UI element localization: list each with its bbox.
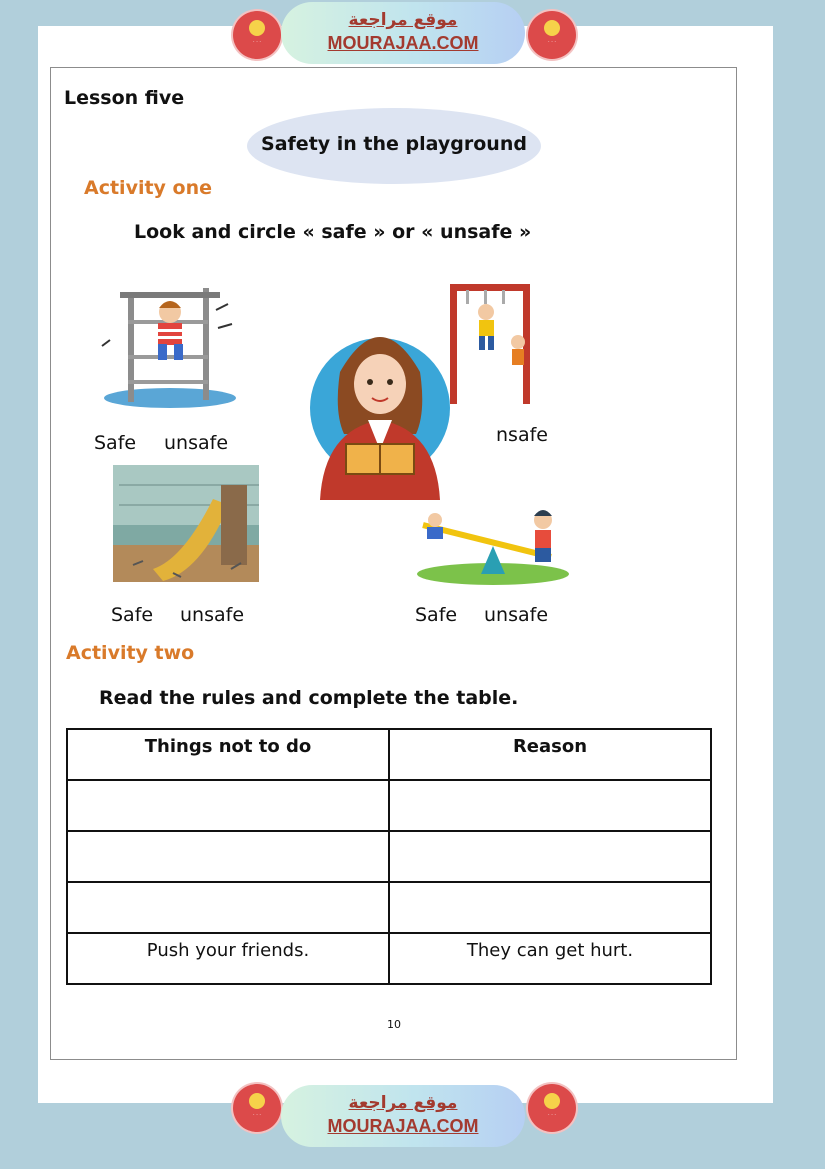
kids-on-seesaw-picture	[415, 502, 570, 586]
rule-cell[interactable]	[67, 780, 389, 831]
rule-cell[interactable]	[67, 882, 389, 933]
logo-emblem-icon	[249, 20, 265, 36]
column-header-reason: Reason	[389, 729, 711, 780]
picture-3-unsafe-option[interactable]: unsafe	[180, 604, 245, 626]
kids-hanging-monkey-bars-picture	[446, 280, 536, 410]
site-arabic-name[interactable]: موقع مراجعة	[348, 10, 458, 30]
picture-1-safe-option[interactable]: Safe	[94, 432, 137, 454]
picture-4-safe-option[interactable]: Safe	[415, 604, 458, 626]
logo-small-text: · · ·	[548, 39, 556, 45]
site-logo-icon[interactable]	[528, 11, 576, 59]
logo-emblem-icon	[544, 20, 560, 36]
logo-emblem-icon	[544, 1093, 560, 1109]
table-row	[67, 933, 711, 984]
broken-slide-picture	[113, 465, 259, 582]
site-logo-icon[interactable]	[233, 1084, 281, 1132]
site-banner-bottom[interactable]	[281, 1085, 525, 1147]
reason-cell[interactable]	[389, 780, 711, 831]
table-row	[67, 882, 711, 933]
site-logo-icon[interactable]	[528, 1084, 576, 1132]
activity-one-instruction: Look and circle « safe » or « unsafe »	[134, 221, 532, 243]
rule-cell: Push your friends.	[67, 933, 389, 984]
logo-small-text: · · ·	[253, 1112, 261, 1118]
site-domain-link[interactable]: MOURAJAA.COM	[327, 33, 479, 53]
site-logo-icon[interactable]	[233, 11, 281, 59]
column-header-things-not-to-do: Things not to do	[67, 729, 389, 780]
picture-4-unsafe-option[interactable]: unsafe	[484, 604, 549, 626]
site-arabic-name[interactable]: موقع مراجعة	[348, 1093, 458, 1113]
activity-one-heading: Activity one	[84, 177, 213, 199]
reason-cell[interactable]	[389, 831, 711, 882]
reason-cell: They can get hurt.	[389, 933, 711, 984]
logo-emblem-icon	[249, 1093, 265, 1109]
table-header-row	[67, 729, 711, 780]
site-banner-top[interactable]	[281, 2, 525, 64]
rules-table	[66, 728, 712, 985]
picture-1-unsafe-option[interactable]: unsafe	[164, 432, 229, 454]
lesson-label: Lesson five	[64, 87, 185, 109]
page-number: 10	[387, 1018, 401, 1031]
rule-cell[interactable]	[67, 831, 389, 882]
logo-small-text: · · ·	[548, 1112, 556, 1118]
teacher-picture	[306, 312, 454, 502]
table-row	[67, 780, 711, 831]
boy-climbing-wet-bars-picture	[98, 280, 243, 410]
lesson-title: Safety in the playground	[247, 108, 541, 184]
picture-3-safe-option[interactable]: Safe	[111, 604, 154, 626]
activity-two-heading: Activity two	[66, 642, 195, 664]
picture-2-unsafe-option[interactable]: nsafe	[496, 424, 548, 446]
table-row	[67, 831, 711, 882]
reason-cell[interactable]	[389, 882, 711, 933]
site-domain-link[interactable]: MOURAJAA.COM	[327, 1116, 479, 1136]
activity-two-instruction: Read the rules and complete the table.	[99, 687, 519, 709]
logo-small-text: · · ·	[253, 39, 261, 45]
